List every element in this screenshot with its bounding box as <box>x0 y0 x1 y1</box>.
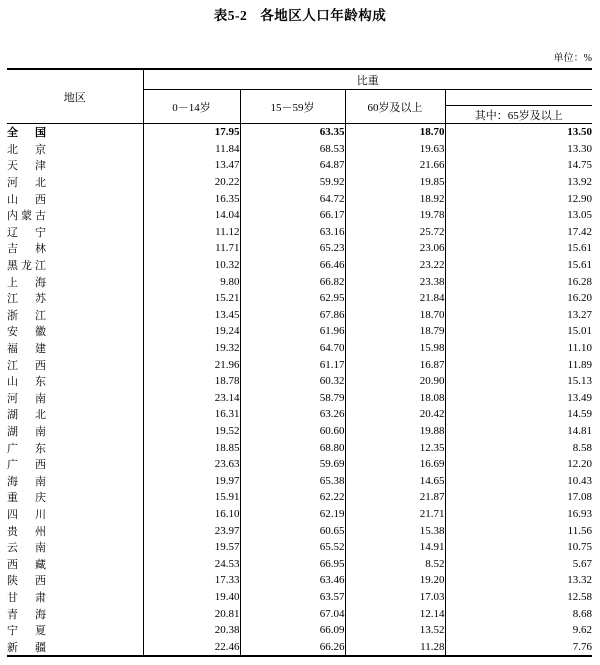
value-age-15-59: 58.79 <box>240 390 345 407</box>
value-age-65-plus: 16.28 <box>567 275 592 288</box>
table-row <box>7 589 592 606</box>
value-age-65-plus: 11.89 <box>567 358 592 371</box>
value-age-0-14: 21.96 <box>143 356 240 373</box>
value-age-15-59: 66.95 <box>240 555 345 572</box>
value-age-0-14: 13.47 <box>143 157 240 174</box>
value-age-60-plus: 23.22 <box>345 257 445 274</box>
value-age-65-plus: 10.75 <box>567 541 592 554</box>
value-age-65-plus: 14.75 <box>567 159 592 172</box>
value-age-15-59: 63.46 <box>240 572 345 589</box>
value-age-15-59: 63.35 <box>240 124 345 141</box>
value-age-60-plus: 8.52 <box>345 555 445 572</box>
value-age-15-59: 64.72 <box>240 190 345 207</box>
value-age-60-plus: 21.84 <box>345 290 445 307</box>
value-age-60-plus: 14.91 <box>345 539 445 556</box>
value-age-65-plus: 13.92 <box>567 176 592 189</box>
region-name: 辽宁 <box>7 226 46 239</box>
region-name: 吉林 <box>7 243 46 256</box>
region-name: 贵州 <box>7 525 46 538</box>
value-age-60-plus: 18.08 <box>345 390 445 407</box>
value-age-15-59: 66.17 <box>240 207 345 224</box>
table-row <box>7 141 592 158</box>
table-row <box>7 240 592 257</box>
value-age-65-plus: 16.20 <box>567 292 592 305</box>
region-name: 河北 <box>7 177 46 190</box>
value-age-0-14: 20.81 <box>143 605 240 622</box>
value-age-0-14: 16.31 <box>143 406 240 423</box>
region-name: 上海 <box>7 276 46 289</box>
region-name: 四川 <box>7 508 46 521</box>
value-age-60-plus: 19.20 <box>345 572 445 589</box>
value-age-60-plus: 12.14 <box>345 605 445 622</box>
region-name: 黑龙江 <box>7 260 46 273</box>
value-age-15-59: 66.82 <box>240 273 345 290</box>
table-row <box>7 439 592 456</box>
table-row <box>7 190 592 207</box>
region-name: 山东 <box>7 376 46 389</box>
value-age-15-59: 65.52 <box>240 539 345 556</box>
region-name: 云南 <box>7 542 46 555</box>
region-name: 西藏 <box>7 558 46 571</box>
region-name: 海南 <box>7 475 46 488</box>
region-name: 安徽 <box>7 326 46 339</box>
value-age-60-plus: 13.52 <box>345 622 445 639</box>
table-row <box>7 390 592 407</box>
table-row <box>7 373 592 390</box>
table-row <box>7 174 592 191</box>
value-age-15-59: 65.23 <box>240 240 345 257</box>
value-age-15-59: 60.60 <box>240 423 345 440</box>
value-age-15-59: 68.53 <box>240 141 345 158</box>
table-header <box>7 69 592 124</box>
value-age-15-59: 66.26 <box>240 638 345 656</box>
value-age-15-59: 66.46 <box>240 257 345 274</box>
value-age-65-plus: 13.32 <box>567 574 592 587</box>
table-body <box>7 124 592 657</box>
value-age-15-59: 61.96 <box>240 323 345 340</box>
value-age-65-plus: 13.30 <box>567 142 592 155</box>
value-age-60-plus: 23.06 <box>345 240 445 257</box>
value-age-15-59: 63.57 <box>240 589 345 606</box>
region-name: 湖南 <box>7 425 46 438</box>
table-row <box>7 605 592 622</box>
column-header-age-15-59: 15－59岁 <box>240 90 345 124</box>
table-row <box>7 555 592 572</box>
value-age-60-plus: 18.92 <box>345 190 445 207</box>
region-name: 全国 <box>7 127 46 140</box>
table-row <box>7 356 592 373</box>
region-name: 湖北 <box>7 409 46 422</box>
value-age-65-plus: 15.13 <box>567 375 592 388</box>
value-age-0-14: 15.91 <box>143 489 240 506</box>
table-row <box>7 406 592 423</box>
value-age-65-plus: 17.42 <box>567 225 592 238</box>
region-name: 广西 <box>7 459 46 472</box>
value-age-15-59: 65.38 <box>240 472 345 489</box>
value-age-0-14: 15.21 <box>143 290 240 307</box>
value-age-65-plus: 9.62 <box>572 624 592 637</box>
table-row <box>7 489 592 506</box>
region-name: 新疆 <box>7 641 46 654</box>
value-age-65-plus: 14.59 <box>567 408 592 421</box>
table-row <box>7 307 592 324</box>
value-age-60-plus: 25.72 <box>345 224 445 241</box>
table-row <box>7 456 592 473</box>
column-header-age-65-plus: 其中：65岁及以上 <box>445 106 592 124</box>
table-row <box>7 423 592 440</box>
value-age-60-plus: 20.42 <box>345 406 445 423</box>
value-age-60-plus: 14.65 <box>345 472 445 489</box>
region-name: 重庆 <box>7 492 46 505</box>
value-age-60-plus: 16.87 <box>345 356 445 373</box>
table-number: 表5-2 <box>213 8 248 23</box>
table-title-text: 各地区人口年龄构成 <box>260 8 387 23</box>
value-age-15-59: 64.87 <box>240 157 345 174</box>
value-age-60-plus: 18.70 <box>345 307 445 324</box>
column-header-proportion: 比重 <box>143 69 592 90</box>
value-age-65-plus: 13.27 <box>567 308 592 321</box>
table-row <box>7 224 592 241</box>
region-name: 河南 <box>7 392 46 405</box>
value-age-15-59: 66.09 <box>240 622 345 639</box>
value-age-0-14: 19.32 <box>143 340 240 357</box>
table-row <box>7 290 592 307</box>
value-age-65-plus: 13.50 <box>567 126 592 139</box>
value-age-0-14: 24.53 <box>143 555 240 572</box>
value-age-60-plus: 17.03 <box>345 589 445 606</box>
table-row <box>7 572 592 589</box>
region-name: 江苏 <box>7 293 46 306</box>
value-age-65-plus: 12.58 <box>567 590 592 603</box>
value-age-0-14: 11.71 <box>143 240 240 257</box>
table-row <box>7 622 592 639</box>
region-name: 陕西 <box>7 575 46 588</box>
value-age-15-59: 62.95 <box>240 290 345 307</box>
value-age-15-59: 59.69 <box>240 456 345 473</box>
value-age-0-14: 23.97 <box>143 522 240 539</box>
value-age-0-14: 11.84 <box>143 141 240 158</box>
value-age-0-14: 14.04 <box>143 207 240 224</box>
value-age-0-14: 11.12 <box>143 224 240 241</box>
value-age-15-59: 63.26 <box>240 406 345 423</box>
value-age-0-14: 17.95 <box>143 124 240 141</box>
column-header-age-60-plus: 60岁及以上 <box>345 90 445 124</box>
value-age-0-14: 19.40 <box>143 589 240 606</box>
header-spacer <box>445 90 592 106</box>
value-age-65-plus: 15.01 <box>567 325 592 338</box>
value-age-0-14: 18.78 <box>143 373 240 390</box>
value-age-60-plus: 16.69 <box>345 456 445 473</box>
value-age-0-14: 23.14 <box>143 390 240 407</box>
value-age-65-plus: 7.76 <box>572 640 592 653</box>
value-age-60-plus: 19.88 <box>345 423 445 440</box>
value-age-15-59: 60.65 <box>240 522 345 539</box>
value-age-65-plus: 14.81 <box>567 424 592 437</box>
value-age-0-14: 19.97 <box>143 472 240 489</box>
value-age-15-59: 67.86 <box>240 307 345 324</box>
value-age-65-plus: 17.08 <box>567 491 592 504</box>
region-name: 甘肃 <box>7 591 46 604</box>
value-age-60-plus: 23.38 <box>345 273 445 290</box>
value-age-0-14: 23.63 <box>143 456 240 473</box>
value-age-15-59: 62.19 <box>240 506 345 523</box>
value-age-60-plus: 21.87 <box>345 489 445 506</box>
table-row <box>7 340 592 357</box>
region-name: 浙江 <box>7 309 46 322</box>
value-age-15-59: 59.92 <box>240 174 345 191</box>
value-age-60-plus: 21.66 <box>345 157 445 174</box>
value-age-15-59: 64.70 <box>240 340 345 357</box>
value-age-0-14: 20.22 <box>143 174 240 191</box>
table-row <box>7 522 592 539</box>
value-age-0-14: 19.57 <box>143 539 240 556</box>
value-age-0-14: 22.46 <box>143 638 240 656</box>
value-age-0-14: 20.38 <box>143 622 240 639</box>
value-age-60-plus: 20.90 <box>345 373 445 390</box>
table-row <box>7 506 592 523</box>
region-name: 青海 <box>7 608 46 621</box>
table-row <box>7 124 592 141</box>
table-row <box>7 157 592 174</box>
value-age-65-plus: 15.61 <box>567 242 592 255</box>
population-age-table <box>7 68 592 657</box>
unit-label: 单位：% <box>553 53 592 64</box>
region-name: 江西 <box>7 359 46 372</box>
value-age-65-plus: 10.43 <box>567 474 592 487</box>
value-age-60-plus: 19.78 <box>345 207 445 224</box>
table-row <box>7 207 592 224</box>
value-age-60-plus: 18.79 <box>345 323 445 340</box>
value-age-0-14: 16.35 <box>143 190 240 207</box>
region-name: 北京 <box>7 143 46 156</box>
value-age-0-14: 10.32 <box>143 257 240 274</box>
value-age-65-plus: 15.61 <box>567 259 592 272</box>
table-row <box>7 539 592 556</box>
value-age-0-14: 18.85 <box>143 439 240 456</box>
region-name: 广东 <box>7 442 46 455</box>
value-age-15-59: 68.80 <box>240 439 345 456</box>
value-age-0-14: 16.10 <box>143 506 240 523</box>
value-age-15-59: 63.16 <box>240 224 345 241</box>
region-name: 天津 <box>7 160 46 173</box>
column-header-age-0-14: 0－14岁 <box>143 90 240 124</box>
table-row <box>7 323 592 340</box>
page-title <box>0 0 600 25</box>
value-age-60-plus: 21.71 <box>345 506 445 523</box>
region-name: 福建 <box>7 343 46 356</box>
value-age-60-plus: 11.28 <box>345 638 445 656</box>
value-age-65-plus: 13.05 <box>567 209 592 222</box>
value-age-65-plus: 11.10 <box>567 342 592 355</box>
value-age-0-14: 9.80 <box>143 273 240 290</box>
value-age-60-plus: 12.35 <box>345 439 445 456</box>
column-header-region: 地区 <box>7 69 143 124</box>
region-name: 山西 <box>7 193 46 206</box>
value-age-60-plus: 15.98 <box>345 340 445 357</box>
value-age-15-59: 62.22 <box>240 489 345 506</box>
value-age-15-59: 60.32 <box>240 373 345 390</box>
region-name: 宁夏 <box>7 625 46 638</box>
value-age-60-plus: 18.70 <box>345 124 445 141</box>
value-age-65-plus: 12.20 <box>567 458 592 471</box>
value-age-65-plus: 16.93 <box>567 507 592 520</box>
value-age-65-plus: 13.49 <box>567 391 592 404</box>
value-age-15-59: 67.04 <box>240 605 345 622</box>
region-name: 内蒙古 <box>7 210 46 223</box>
value-age-65-plus: 5.67 <box>572 557 592 570</box>
value-age-60-plus: 19.85 <box>345 174 445 191</box>
value-age-60-plus: 19.63 <box>345 141 445 158</box>
value-age-60-plus: 15.38 <box>345 522 445 539</box>
value-age-65-plus: 11.56 <box>567 524 592 537</box>
table-row <box>7 273 592 290</box>
value-age-0-14: 17.33 <box>143 572 240 589</box>
value-age-65-plus: 8.68 <box>572 607 592 620</box>
value-age-0-14: 13.45 <box>143 307 240 324</box>
value-age-0-14: 19.52 <box>143 423 240 440</box>
table-row <box>7 257 592 274</box>
value-age-15-59: 61.17 <box>240 356 345 373</box>
table-row <box>7 638 592 656</box>
value-age-65-plus: 12.90 <box>567 192 592 205</box>
table-row <box>7 472 592 489</box>
value-age-0-14: 19.24 <box>143 323 240 340</box>
value-age-65-plus: 8.58 <box>572 441 592 454</box>
